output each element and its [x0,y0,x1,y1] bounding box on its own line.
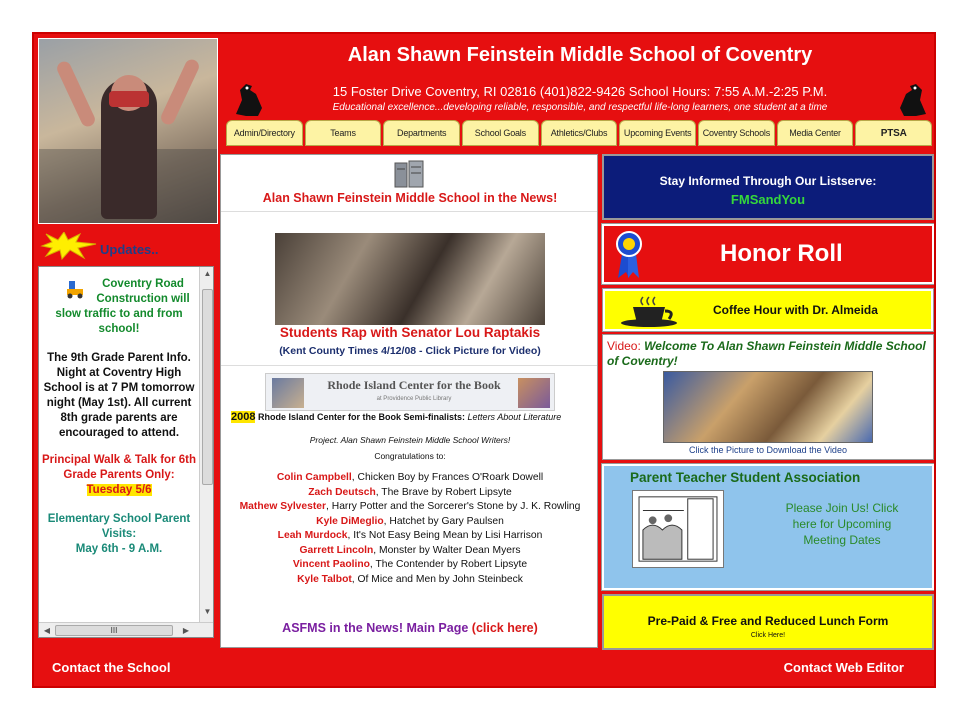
ptsa-join-text[interactable]: Please Join Us! Click here for Upcoming Meeting Dates [785,501,899,547]
update-walk-talk-date: Tuesday 5/6 [86,484,152,496]
updates-horizontal-scrollbar[interactable] [39,622,214,638]
site-footer [34,652,934,686]
listserve-title: Stay Informed Through Our Listserve: [659,174,877,188]
photo-arm-right [159,57,201,126]
photo-bandana [109,91,149,107]
winner-item: Zach Deutsch, The Brave by Robert Lipsyte [308,486,512,498]
news-main-page-cta[interactable]: (click here) [471,621,538,635]
divider [221,211,598,212]
coffee-hour-inner [605,291,931,329]
rap-video-thumbnail[interactable] [275,233,545,325]
scroll-down-icon[interactable]: ▼ [203,607,212,616]
semifinalists-org: Rhode Island Center for the Book Semi-finalists: [258,412,466,422]
winner-item: Kyle DiMeglio, Hatchet by Gary Paulsen [316,515,504,527]
ricb-book-image [272,378,304,408]
divider [221,365,598,366]
school-address: 15 Foster Drive Coventry, RI 02816 (401)822-9426 School Hours: 7:55 A.M.-2:25 P.M. [332,84,828,99]
ricb-banner-text: Rhode Island Center for the Book [327,378,501,392]
starburst-icon [40,232,98,260]
update-road-construction: Coventry Road Construction will slow traffic to and from school! [55,278,190,335]
winner-item: Leah Murdock, It's Not Easy Being Mean by Lisi Harrison [277,530,543,541]
update-walk-talk: Principal Walk & Talk for 6th Grade Parents Only: [41,454,196,481]
lunch-form-cta[interactable]: Click Here! [750,632,786,639]
update-elementary-visits: Elementary School Parent Visits: [47,513,191,540]
main-nav [226,120,932,146]
construction-icon [65,277,87,299]
tab-ptsa[interactable]: PTSA [855,120,932,146]
site-title: Alan Shawn Feinstein Middle School of Coventry [347,44,813,66]
tab-admin-directory[interactable]: Admin/Directory [226,120,303,146]
video-label: Video: [607,339,641,353]
scroll-right-icon[interactable]: ▶ [182,626,190,635]
semifinalists-heading [231,411,591,423]
listserve-link[interactable]: FMSandYou [730,192,806,207]
ricb-banner-subtext: at Providence Public Library [376,396,452,402]
writers-line: Project. Alan Shawn Feinstein Middle School Writers! [309,435,511,445]
tab-teams[interactable]: Teams [305,120,382,146]
congrats-line: Congratulations to: [374,451,446,461]
tab-upcoming-events[interactable]: Upcoming Events [619,120,696,146]
honor-roll-banner[interactable] [602,224,934,284]
contact-school-link[interactable]: Contact the School [52,660,171,675]
update-parent-info-night: The 9th Grade Parent Info. Night at Coventry High School is at 7 PM tomorrow night (May 1st). All current 8th grade parents are encouraged to attend. [43,352,195,439]
ptsa-title: Parent Teacher Student Association [630,470,861,485]
contact-web-editor-link[interactable]: Contact Web Editor [783,660,904,675]
lunch-form-banner[interactable] [602,594,934,650]
listserve-panel [602,154,934,220]
coffee-hour-banner[interactable] [602,288,934,332]
coffee-cup-icon [619,295,679,327]
winners-list [227,471,593,587]
news-main-page-label: ASFMS in the News! Main Page [282,621,469,635]
video-title-text: Welcome To Alan Shawn Feinstein Middle School of Coventry! [607,339,926,368]
hscroll-thumb[interactable]: III [55,625,173,636]
scroll-left-icon[interactable]: ◀ [43,626,51,635]
student-photo[interactable] [38,38,218,224]
ptsa-panel[interactable] [602,464,934,590]
rap-article-subtitle: (Kent County Times 4/12/08 - Click Picture for Video) [279,345,541,357]
welcome-video-caption[interactable]: Click the Picture to Download the Video [689,445,847,455]
ricb-banner[interactable] [265,373,555,411]
update-elementary-date: May 6th - 9 A.M. [75,543,163,555]
raven-mascot-icon [896,80,930,118]
tab-athletics-clubs[interactable]: Athletics/Clubs [541,120,618,146]
updates-heading [38,230,218,266]
school-motto: Educational excellence...developing reliable, responsible, and respectful life-long learners, one student at a time [332,102,828,113]
updates-panel[interactable] [38,266,214,638]
news-panel [220,154,598,648]
ribbon-award-icon [614,230,644,280]
lunch-form-title: Pre-Paid & Free and Reduced Lunch Form [647,614,889,628]
scroll-thumb[interactable] [202,289,213,485]
honor-roll-label: Honor Roll [720,240,843,267]
updates-vertical-scrollbar[interactable] [199,267,214,622]
winner-item: Kyle Talbot, Of Mice and Men by John Steinbeck [297,573,523,585]
photo-arm-left [55,59,97,128]
tab-media-center[interactable]: Media Center [777,120,854,146]
open-door-classroom-icon [632,490,724,568]
semifinalists-program: Letters About Literature [467,412,562,422]
semifinalists-year: 2008 [231,411,256,423]
updates-label: Updates.. [100,242,159,257]
scroll-up-icon[interactable]: ▲ [203,269,212,278]
rap-article-title[interactable]: Students Rap with Senator Lou Raptakis [279,325,541,340]
welcome-video-panel [602,334,934,460]
tab-departments[interactable]: Departments [383,120,460,146]
news-title: Alan Shawn Feinstein Middle School in the News! [262,191,558,205]
updates-content [39,267,199,622]
winner-item: Garrett Lincoln, Monster by Walter Dean Myers [299,544,521,556]
winner-item: Vincent Paolino, The Contender by Robert Lipsyte [292,559,528,570]
welcome-video-thumbnail[interactable] [663,371,873,443]
tab-coventry-schools[interactable]: Coventry Schools [698,120,775,146]
welcome-video-title [607,339,931,369]
winner-item: Mathew Sylvester, Harry Potter and the Sorcerer's Stone by J. K. Rowling [239,501,581,512]
newspaper-icon [393,159,427,189]
winner-item: Colin Campbell, Chicken Boy by Frances O'Roark Dowell [276,472,544,483]
page-frame [32,32,936,688]
ricb-reader-image [518,378,550,408]
coffee-hour-label: Coffee Hour with Dr. Almeida [713,303,878,317]
tab-school-goals[interactable]: School Goals [462,120,539,146]
news-main-page-link[interactable] [221,621,598,635]
raven-mascot-icon [232,80,266,118]
